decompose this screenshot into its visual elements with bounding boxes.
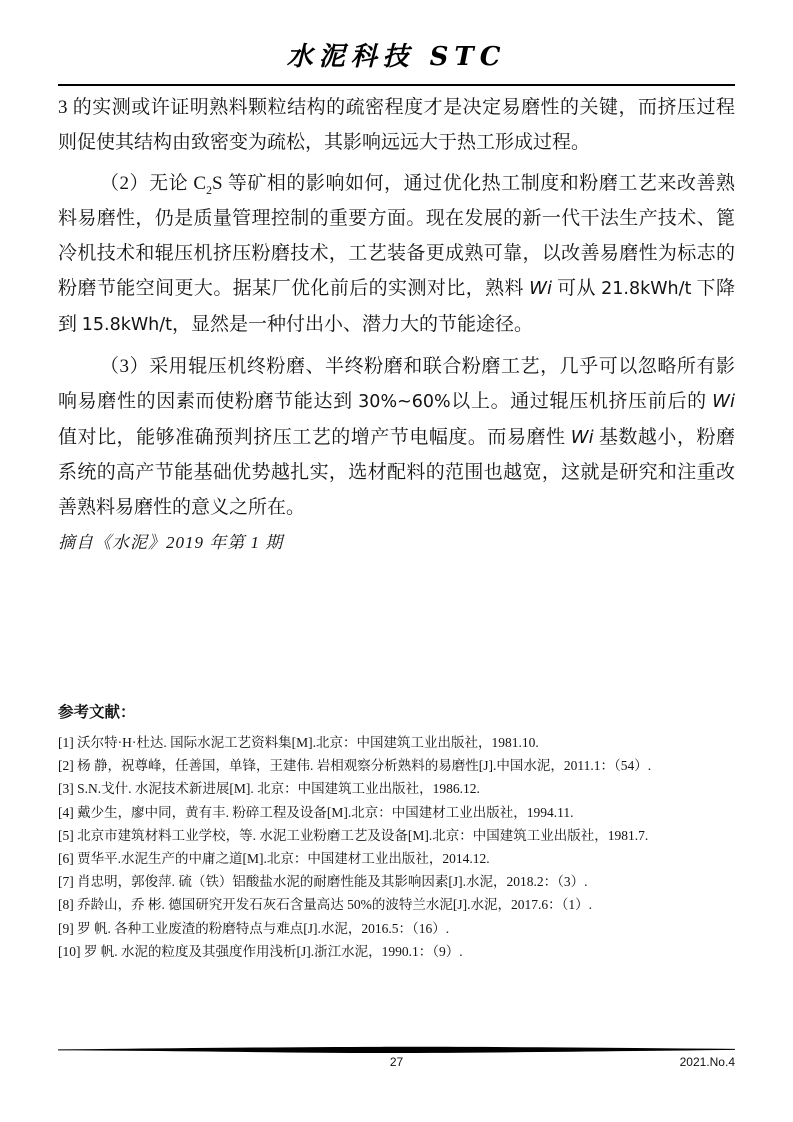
reference-item: [6] 贾华平.水泥生产的中庸之道[M].北京：中国建材工业出版社，2014.12. <box>58 851 490 867</box>
footer-rule <box>58 1046 735 1054</box>
paragraph-3-seg2: 以上。通过辊压机挤压前后的 <box>450 391 713 412</box>
source-citation: 摘自《水泥》2019 年第 1 期 <box>58 533 284 552</box>
references-heading: 参考文献： <box>58 704 136 721</box>
reference-item: [1] 沃尔特·H·杜达. 国际水泥工艺资料集[M].北京：中国建筑工业出版社，1981.10. <box>58 735 539 750</box>
paragraph-2 <box>58 166 735 343</box>
paragraph-2-seg5: ，显然是一种付出小、潜力大的节能途径。 <box>172 314 534 335</box>
journal-header-title: 水泥科技 STC <box>286 42 507 72</box>
reference-item: [2] 杨 静，祝尊峰，任善国，单锋，王建伟. 岩相观察分析熟料的易磨性[J].中国水泥，2011.1：（54）. <box>58 758 652 774</box>
paragraph-1 <box>58 90 735 160</box>
footer-row <box>58 1054 735 1072</box>
paragraph-2-seg2: S 等矿相的影响如何，通过优化热工制度和粉磨工艺来改善熟料易磨性，仍是质量管理控制的重要方面。现在发展的新一代干法生产技术、篦冷机技术和辊压机挤压粉磨技术，工艺装备更成熟可靠，以改善易磨性为标志的粉磨节能空间更大。据某厂优化前后的实测对比，熟料 <box>58 173 735 299</box>
reference-item: [4] 戴少生，廖中同，黄有丰. 粉碎工程及设备[M].北京：中国建材工业出版社，1994.11. <box>58 804 574 820</box>
value-after: 15.8kWh/t <box>81 315 173 335</box>
paragraph-1-text: 3 的实测或许证明熟料颗粒结构的疏密程度才是决定易磨性的关键，而挤压过程则促使其结构由致密变为疏松，其影响远远大于热工形成过程。 <box>58 97 735 153</box>
paragraph-3-seg3: 值对比，能够准确预判挤压工艺的增产节电幅度。而易磨性 <box>58 427 571 448</box>
paragraph-3 <box>58 349 735 525</box>
paragraph-3-seg1: （3）采用辊压机终粉磨、半终粉磨和联合粉磨工艺，几乎可以忽略所有影响易磨性的因素而使粉磨节能达到 <box>58 356 735 412</box>
article-body <box>58 90 735 560</box>
saving-range-value: 30%~60% <box>358 392 451 412</box>
issue-label: 2021.No.4 <box>679 1055 735 1069</box>
c2s-subscript: 2 <box>206 183 212 197</box>
reference-item: [10] 罗 帆. 水泥的粒度及其强度作用浅析[J].浙江水泥，1990.1：（9）. <box>58 943 463 959</box>
paragraph-2-seg3: 可从 <box>551 278 602 299</box>
reference-item: [5] 北京市建筑材料工业学校，等. 水泥工业粉磨工艺及设备[M].北京：中国建筑工业出版社，1981.7. <box>58 827 649 843</box>
page-number: 27 <box>389 1055 404 1069</box>
header-rule <box>58 84 735 86</box>
wi-symbol: Wi <box>529 278 552 299</box>
references-section <box>58 700 735 963</box>
paragraph-2-seg4: 下降到 <box>58 278 735 335</box>
paragraph-2-seg1: （2）无论 C <box>100 173 207 194</box>
wi-symbol: Wi <box>570 427 594 448</box>
paragraph-3-seg4: 基数越小，粉磨系统的高产节能基础优势越扎实，选材配料的范围也越宽，这就是研究和注重改善熟料易磨性的意义之所在。 <box>58 427 735 518</box>
reference-item: [3] S.N.戈什. 水泥技术新进展[M]. 北京：中国建筑工业出版社，1986.12. <box>58 781 480 797</box>
reference-item: [8] 乔龄山，乔 彬. 德国研究开发石灰石含量高达 50%的波特兰水泥[J].水泥，2017.6：（1）. <box>58 897 592 913</box>
page-footer <box>58 1046 735 1072</box>
reference-item: [9] 罗 帆. 各种工业废渣的粉磨特点与难点[J].水泥，2016.5：（16）. <box>58 920 450 936</box>
value-before: 21.8kWh/t <box>601 279 692 299</box>
reference-item: [7] 肖忠明，郭俊萍. 硫（铁）铝酸盐水泥的耐磨性能及其影响因素[J].水泥，2018.2：（3）. <box>58 874 588 890</box>
wi-symbol: Wi <box>712 391 735 412</box>
references-list <box>58 731 735 963</box>
